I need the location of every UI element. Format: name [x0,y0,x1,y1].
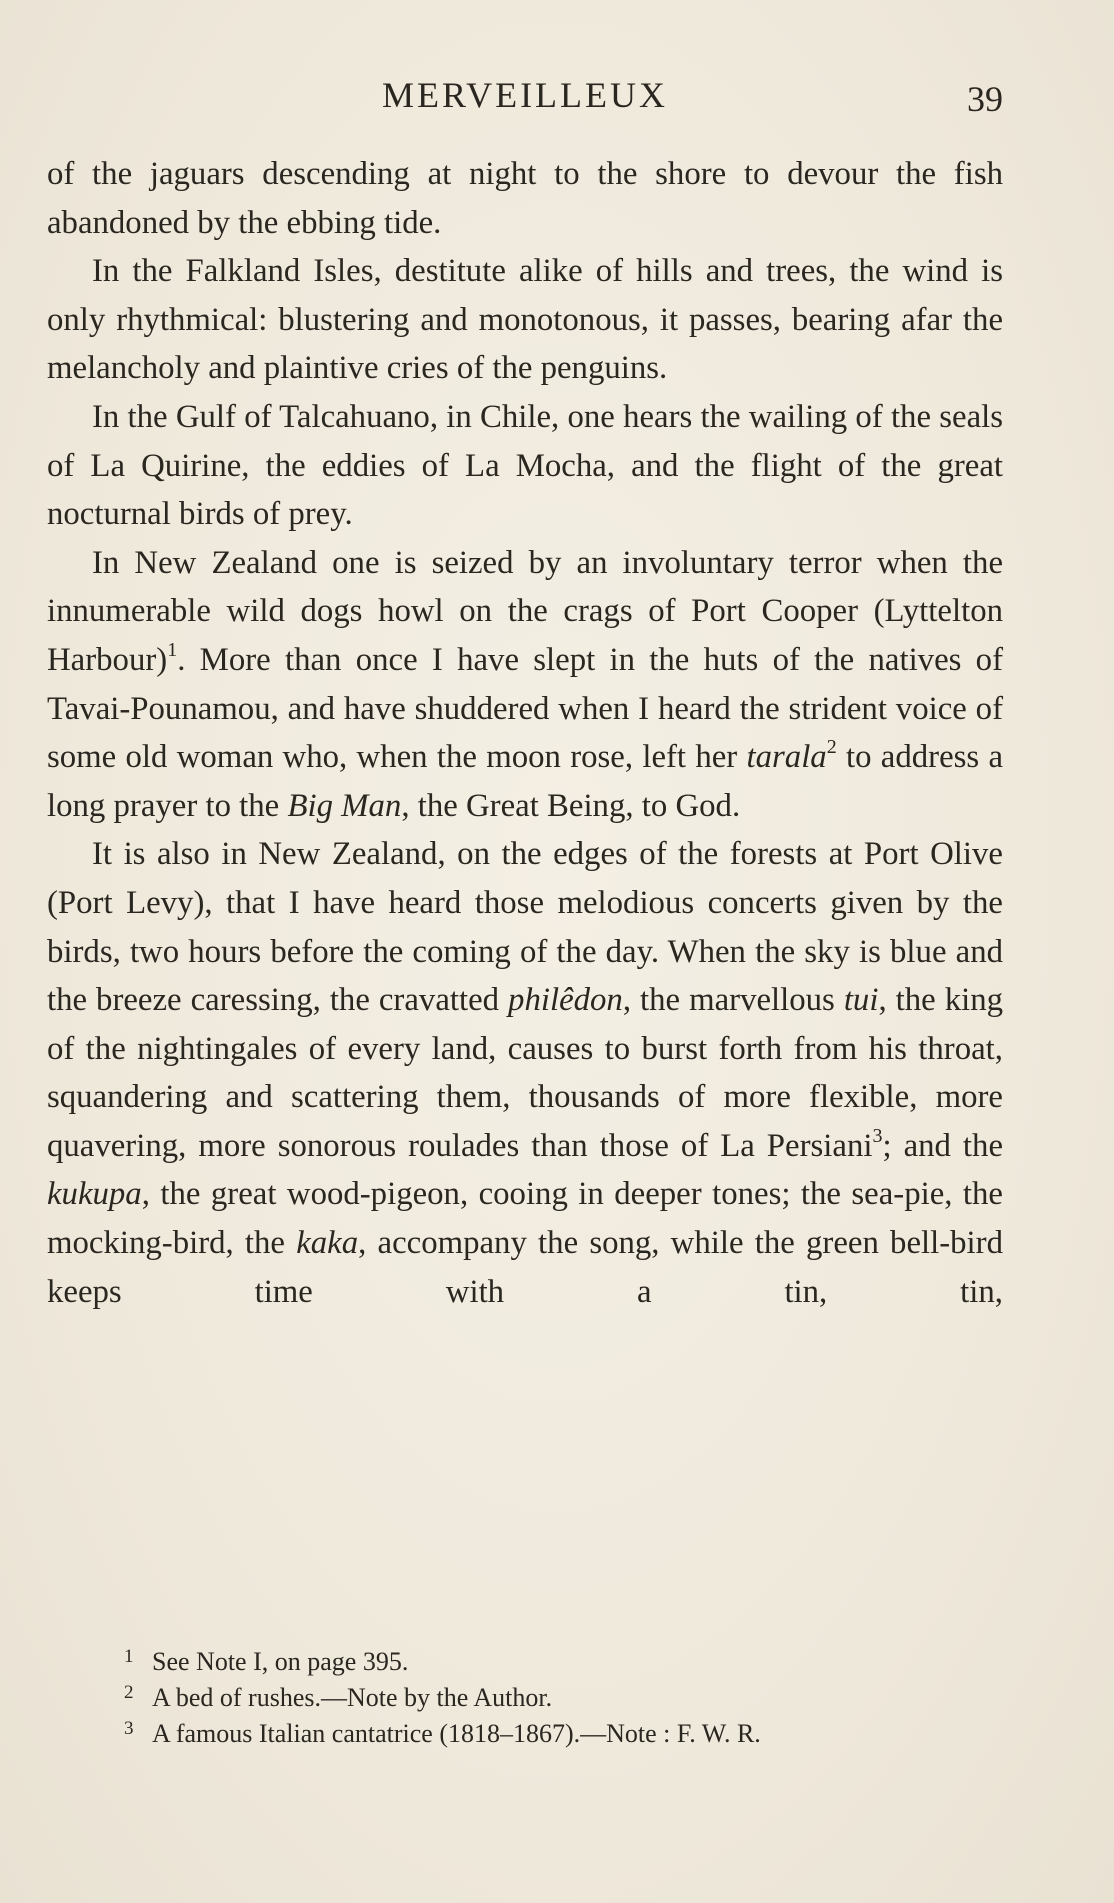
italic-philedon: philêdon [508,982,623,1019]
paragraph-5 [47,830,1003,1316]
italic-big-man: Big Man [287,787,402,824]
paragraph-4-text-d: , the Great Being, to God. [401,787,741,824]
paragraph-5-text-a: It is also in New Zealand, on the edges of the forests at Port Olive (Port Levy), that I have heard those melodious concerts given by the birds, two hours before the coming of the day. When the sky is blue and the breeze caressing, the cravatted [47,836,1003,1019]
paragraph-5-text-d: ; and the [882,1127,1004,1164]
footnote-ref-1: 1 [167,638,178,661]
footnote-text-2: A bed of rushes.—Note by the Author. [152,1683,553,1712]
paragraph-4-text-a: In New Zealand one is seized by an involuntary terror when the innumerable wild dogs howl on the crags of Port Cooper (Lyttelton Harbour) [47,544,1003,678]
footnote-text-3: A famous Italian cantatrice (1818–1867).—Note : F. W. R. [152,1719,761,1748]
footnote-ref-3: 3 [872,1124,883,1147]
footnote-1: 1 See Note I, on page 395. [124,1646,409,1676]
paragraph-5-text-c: , the king of the nightingales of every land, causes to burst forth from his throat, squandering and scattering them, thousands of more flexible, more quavering, more sonorous roulades than those of La Persiani [47,982,1003,1164]
italic-tarala: tarala [746,739,827,776]
body-text [47,150,1003,1316]
paragraph-5-text-e: , the great wood-pigeon, cooing in deeper tones; the sea-pie, the mocking-bird, the [47,1176,1003,1262]
paragraph-4 [47,539,1003,831]
running-title: MERVEILLEUX [381,75,669,115]
footnotes [124,1644,1004,1752]
paragraph-2: In the Falkland Isles, destitute alike of hills and trees, the wind is only rhythmical: blustering and monotonous, it passes, bearing afar the melancholy and plaintive cries of the penguins. [47,253,1003,387]
italic-kaka: kaka [296,1225,359,1262]
footnote-text-1: See Note I, on page 395. [152,1647,409,1676]
paragraph-4-text-c: to address a long prayer to the [47,739,1004,824]
running-head [47,70,1003,120]
italic-tui: tui [843,982,879,1019]
paragraph-5-text-b: , the marvellous [622,982,844,1019]
paragraph-5-text-f: , accompany the song, while the green bell-bird keeps time with a tin, tin, [47,1225,1003,1310]
page-number: 39 [967,79,1003,119]
paragraph-1: of the jaguars descending at night to the shore to devour the fish abandoned by the ebbing tide. [47,156,1003,241]
paragraph-3: In the Gulf of Talcahuano, in Chile, one hears the wailing of the seals of La Quirine, the eddies of La Mocha, and the flight of the great nocturnal birds of prey. [47,398,1003,533]
italic-kukupa: kukupa [47,1176,142,1213]
paragraph-4-text-b: . More than once I have slept in the huts of the natives of Tavai-Pounamou, and have shuddered when I heard the strident voice of some old woman who, when the moon rose, left her [47,641,1003,776]
footnote-ref-2: 2 [826,736,837,759]
footnote-3: 3 A famous Italian cantatrice (1818–1867).—Note : F. W. R. [124,1718,761,1748]
footnote-2: 2 A bed of rushes.—Note by the Author. [124,1682,553,1712]
